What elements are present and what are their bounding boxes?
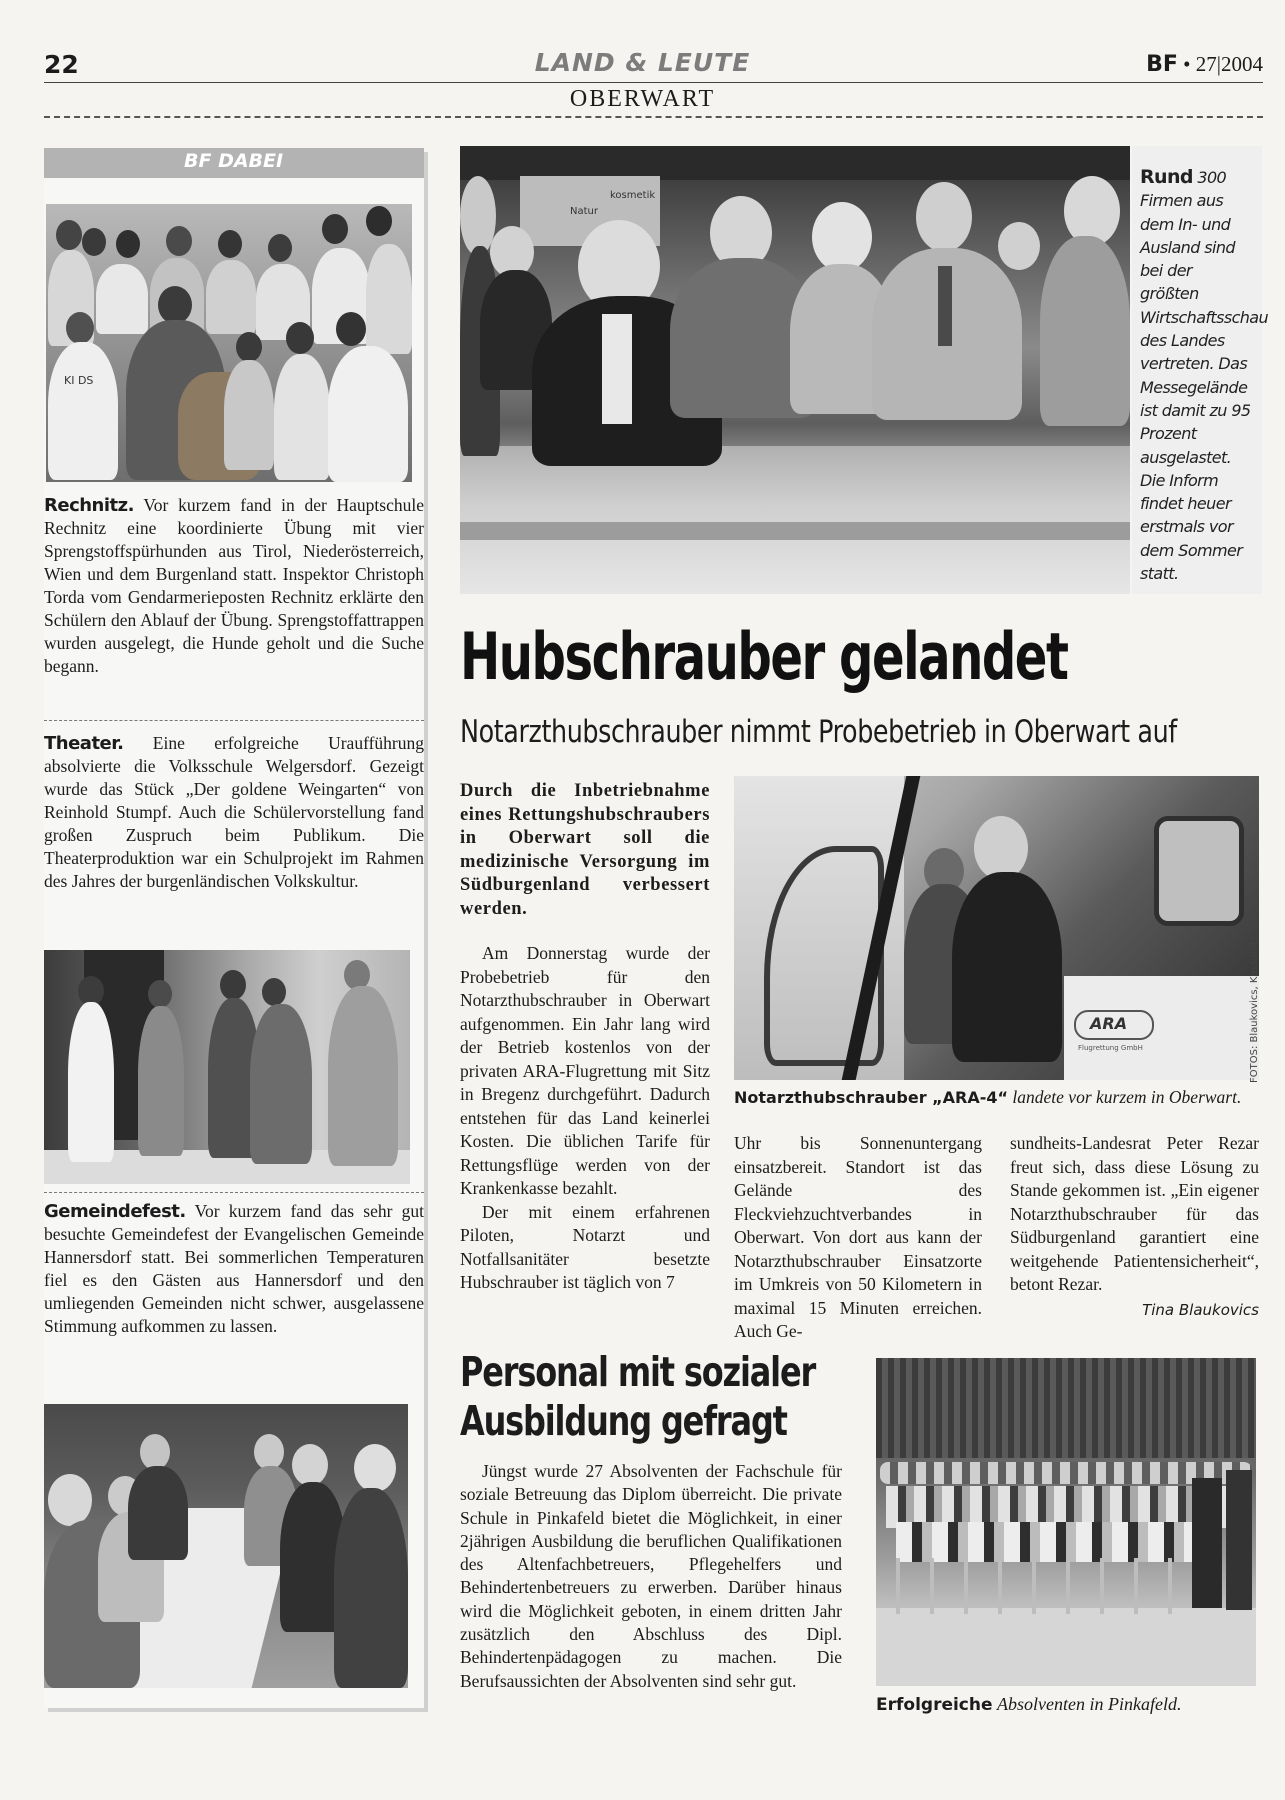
- sidebar-keyword-theater: Theater.: [44, 733, 124, 754]
- sidebar-item-theater: [44, 732, 424, 893]
- sidebar-keyword-rechnitz: Rechnitz.: [44, 495, 134, 516]
- helicopter-caption-bold: Notarzthubschrauber „ARA-4“: [734, 1088, 1009, 1107]
- photo-school-dog-exercise: [46, 204, 412, 482]
- trade-fair-infobox: [1132, 146, 1269, 594]
- article-author: Tina Blaukovics: [1142, 1300, 1259, 1319]
- article2-headline: [460, 1348, 816, 1446]
- photo-helicopter-ara4: [734, 776, 1259, 1080]
- graduates-caption-bold: Erfolgreiche: [876, 1695, 993, 1715]
- article-column-1: [460, 942, 710, 1295]
- section-title: LAND & LEUTE: [534, 48, 751, 77]
- publication-separator: •: [1183, 52, 1191, 76]
- publication-info: [1146, 52, 1263, 77]
- article2-body: [460, 1460, 842, 1693]
- helicopter-photo-caption: [734, 1087, 1259, 1108]
- photo-sign-right: kosmetik: [610, 190, 656, 201]
- photo-gemeindefest-guests: [44, 1404, 408, 1688]
- graduates-photo-caption: [876, 1694, 1256, 1715]
- article-headline: Hubschrauber gelandet: [460, 620, 1068, 695]
- article-paragraph-1: Am Donnerstag wurde der Probebetrieb für den Notarzthubschrauber in Oberwart aufgenommen. Ein Jahr lang wird der Betrieb kostenlos von der privaten ARA-Flugrettung mit Sitz in Bregenz durchgeführt. Dadurch entstehen für das Land keinerlei Kosten. Die üblichen Tarife für Rettungsflüge werden von der Krankenkasse bezahlt.: [460, 943, 710, 1198]
- photo-graduates-pinkafeld: [876, 1358, 1256, 1686]
- helicopter-caption-text: landete vor kurzem in Oberwart.: [1012, 1087, 1242, 1107]
- sidebar-text-gemeindefest: Vor kurzem fand das sehr gut besuchte Gemeindefest der Evangelischen Gemeinde Hannersdorf statt. Bei sommerlichen Temperaturen fiel es den Gästen aus Hannersdorf und den umliegenden Gemeinden nicht schwer, ausgelassene Stimmung aufkommen zu lassen.: [44, 1201, 424, 1336]
- article-column-3: [1010, 1132, 1259, 1322]
- sidebar-item-gemeindefest: [44, 1200, 424, 1338]
- issue-number: 27|2004: [1195, 52, 1263, 76]
- article-paragraph-2: Der mit einem erfahrenen Piloten, Notarzt und Notfallsanitäter besetzte Hubschrauber ist täglich von 7: [460, 1201, 710, 1292]
- sidebar-label-bar: [44, 148, 424, 178]
- article2-headline-line-2: Ausbildung gefragt: [460, 1397, 787, 1445]
- photo-credit: FOTOS: Blaukovics, Kassanits, zVg: [1249, 910, 1260, 1083]
- sidebar-item-rechnitz: [44, 494, 424, 678]
- sidebar-text-rechnitz: Vor kurzem fand in der Hauptschule Rechnitz eine koordinierte Übung mit vier Sprengstoffspürhunden aus Tirol, Niederösterreich, Wien und dem Burgenland statt. Inspektor Christoph Torda vom Gendarmerieposten Rechnitz erklärte den Schülern den Ablauf der Übung. Sprengstoffattrappen wurden ausgelegt, die Hunde geholt und die Suche begann.: [44, 495, 424, 676]
- photo-theater-play: [44, 950, 410, 1184]
- photo-ara-logo-sub: Flugrettung GmbH: [1078, 1044, 1143, 1052]
- article2-headline-line-1: Personal mit sozialer: [460, 1348, 816, 1396]
- subsection-title: OBERWART: [569, 86, 716, 112]
- graduates-caption-text: Absolventen in Pinkafeld.: [997, 1694, 1182, 1714]
- sidebar-divider: [44, 720, 424, 721]
- publication-name: BF: [1146, 52, 1178, 77]
- infobox-lead: Rund: [1140, 166, 1193, 188]
- article-lead: Durch die Inbetriebnahme eines Rettungshubschraubers in Oberwart soll die medizinische Versorgung im Südburgenland verbessert werden.: [460, 781, 710, 919]
- article-paragraph-3: Uhr bis Sonnenuntergang einsatzbereit. Standort ist das Gelände des Fleckviehzuchtverbandes in Oberwart. Von dort aus kann der Notarzthubschrauber Einsatzorte im Umkreis von 50 Kilometern in maximal 15 Minuten erreichen. Auch Ge-: [734, 1133, 982, 1341]
- bf-dabei-sidebar: [44, 148, 424, 1708]
- sidebar-divider: [44, 1192, 424, 1193]
- article-column-2: [734, 1132, 982, 1344]
- photo-trade-fair-opening: [460, 146, 1130, 594]
- article-subheadline: Notarzthubschrauber nimmt Probebetrieb in Oberwart auf: [460, 714, 1177, 750]
- sidebar-label: BF DABEI: [184, 150, 284, 172]
- photo-shirt-text: KI DS: [64, 374, 94, 387]
- page-number: 22: [44, 50, 79, 79]
- photo-sign-left: Natur: [570, 206, 598, 217]
- article-paragraph-4: sundheits-Landesrat Peter Rezar freut sich, dass diese Lösung zu Stande gekommen ist. „Ein eigener Notarzthubschrauber für das Südburgenland garantiert eine weitgehende Patientensicherheit“, betont Rezar.: [1010, 1133, 1259, 1294]
- header-dashed-rule: [44, 116, 1263, 118]
- photo-ara-logo: ARA: [1090, 1014, 1128, 1033]
- sidebar-text-theater: Eine erfolgreiche Uraufführung absolvierte die Volksschule Welgersdorf. Gezeigt wurde das Stück „Der goldene Weingarten“ von Reinhold Stumpf. Auch die Schülervorstellung fand großen Zuspruch beim Publikum. Die Theaterproduktion war ein Schulprojekt im Rahmen des Jahres der burgenländischen Volkskultur.: [44, 733, 424, 891]
- sidebar-keyword-gemeindefest: Gemeindefest.: [44, 1201, 186, 1222]
- infobox-caption: 300 Firmen aus dem In- und Ausland sind bei der größten Wirtschaftsschau des Landes vertreten. Das Messegelände ist damit zu 95 Prozent ausgelastet. Die Inform findet heuer erstmals vor dem Sommer statt.: [1140, 168, 1269, 584]
- header-rule: [44, 82, 1263, 83]
- article2-paragraph: Jüngst wurde 27 Absolventen der Fachschule für soziale Betreuung das Diplom überreicht. Die private Schule in Pinkafeld bietet die Möglichkeit, in einer 2jährigen Ausbildung die beruflichen Qualifikationen des Altenfachbetreuers, Pflegehelfers und Behindertenbetreuers zu erwerben. Darüber hinaus wird die Möglichkeit geboten, in einem dritten Jahr zusätzlich den Abschluss des Dipl. Behindertenpädagogen zu machen. Die Berufsaussichten der Absolventen sind sehr gut.: [460, 1461, 842, 1691]
- infobox-text: [1140, 166, 1269, 585]
